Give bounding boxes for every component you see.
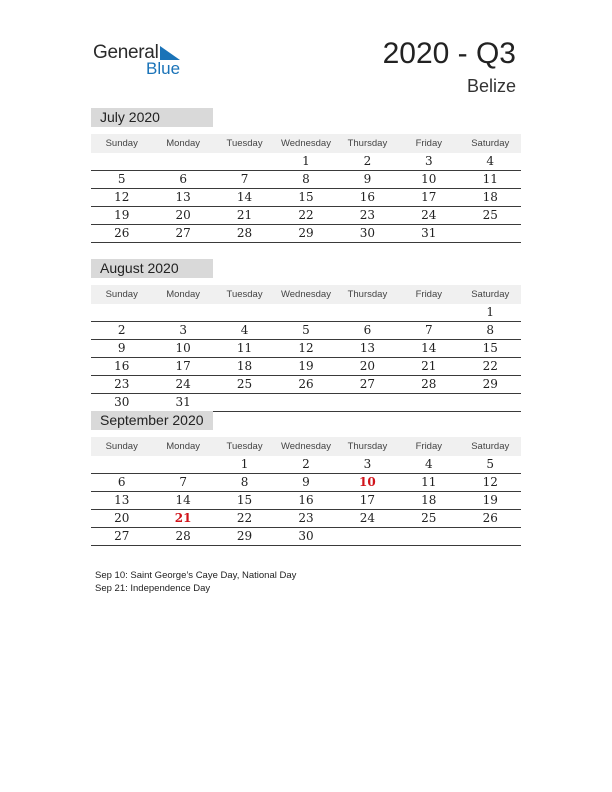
country-name: Belize [466, 76, 516, 96]
day-cell [337, 528, 398, 545]
day-cell [337, 304, 398, 321]
weekday-label: Saturday [471, 138, 510, 149]
day-cell: 26 [298, 377, 314, 391]
weekday-label: Saturday [471, 441, 510, 452]
day-cell: 19 [114, 208, 130, 222]
holiday-note: Sep 21: Independence Day [95, 583, 211, 594]
day-cell: 11 [236, 341, 253, 355]
day-cell: 25 [482, 208, 498, 222]
logo-text-blue: Blue [146, 59, 181, 78]
weekday-header-row [91, 134, 521, 153]
day-cell: 12 [114, 190, 130, 204]
week-row [91, 394, 521, 412]
day-cell: 15 [298, 190, 314, 204]
weekday-label: Thursday [347, 138, 388, 149]
day-cell: 14 [236, 190, 253, 204]
day-cell: 30 [298, 529, 314, 543]
day-cell: 20 [175, 208, 191, 222]
day-cell [214, 394, 275, 411]
weekday-label: Sunday [105, 441, 138, 452]
week-row [91, 528, 521, 546]
day-cell: 12 [482, 475, 498, 489]
day-cell: 17 [421, 190, 437, 204]
week-row [91, 171, 521, 189]
day-cell: 23 [359, 208, 376, 222]
day-cell: 15 [236, 493, 253, 507]
weekday-label: Tuesday [226, 441, 263, 452]
day-cell: 4 [240, 323, 249, 337]
day-cell [91, 456, 152, 473]
day-cell: 10 [175, 341, 191, 355]
day-cell: 17 [175, 359, 191, 373]
day-cell: 10 [421, 172, 437, 186]
day-cell: 29 [236, 529, 253, 543]
day-cell: 6 [363, 323, 372, 337]
week-row [91, 456, 521, 474]
weekday-label: Friday [415, 138, 443, 149]
day-cell: 13 [175, 190, 191, 204]
day-cell: 2 [363, 154, 372, 168]
weekday-label: Thursday [347, 289, 388, 300]
day-cell: 5 [486, 457, 495, 471]
weekday-label: Monday [166, 289, 201, 300]
holiday-note: Sep 10: Saint George’s Caye Day, National Day [95, 570, 297, 581]
day-cell: 19 [298, 359, 314, 373]
day-cell: 22 [298, 208, 314, 222]
weekday-label: Thursday [347, 441, 388, 452]
day-cell: 16 [359, 190, 376, 204]
day-cell: 27 [114, 529, 130, 543]
logo-text-general: General [93, 42, 159, 63]
day-cell: 17 [359, 493, 376, 507]
day-cell: 28 [236, 226, 253, 240]
day-cell: 16 [114, 359, 130, 373]
day-cell [214, 153, 275, 170]
logo-triangle-icon [160, 46, 180, 60]
week-row [91, 492, 521, 510]
weekday-label: Sunday [105, 289, 138, 300]
day-cell: 5 [302, 323, 310, 337]
day-cell: 2 [117, 323, 126, 337]
day-cell: 2 [302, 457, 310, 471]
day-cell: 22 [482, 359, 498, 373]
day-cell: 9 [117, 341, 126, 355]
holiday-notes [95, 569, 296, 595]
day-cell: 21 [174, 511, 192, 525]
day-cell [152, 304, 213, 321]
generalblue-logo [93, 42, 193, 78]
weekday-label: Tuesday [226, 138, 263, 149]
day-cell: 1 [486, 305, 495, 319]
week-row [91, 225, 521, 243]
day-cell: 26 [482, 511, 498, 525]
week-row [91, 510, 521, 528]
day-cell: 18 [236, 359, 253, 373]
day-cell: 9 [302, 475, 310, 489]
day-cell: 26 [114, 226, 130, 240]
day-cell: 24 [175, 377, 191, 391]
day-cell: 1 [240, 457, 249, 471]
day-cell: 30 [359, 226, 376, 240]
day-cell: 28 [175, 529, 191, 543]
day-cell: 25 [421, 511, 437, 525]
weekday-label: Friday [415, 289, 443, 300]
day-cell: 3 [363, 457, 372, 471]
day-cell: 7 [179, 475, 187, 489]
weekday-label: Monday [166, 441, 201, 452]
day-cell: 6 [117, 475, 126, 489]
day-cell: 21 [236, 208, 253, 222]
day-cell: 11 [421, 475, 437, 489]
month-name: July 2020 [91, 108, 213, 127]
weekday-label: Friday [415, 441, 443, 452]
month-calendar-september [91, 411, 521, 546]
day-cell: 20 [359, 359, 376, 373]
weekday-label: Tuesday [226, 289, 263, 300]
day-cell: 27 [175, 226, 191, 240]
day-cell: 22 [236, 511, 253, 525]
day-cell: 25 [236, 377, 253, 391]
day-cell: 31 [175, 395, 191, 409]
day-cell: 4 [486, 154, 495, 168]
day-cell: 3 [425, 154, 433, 168]
weekday-label: Monday [166, 138, 201, 149]
week-row [91, 322, 521, 340]
day-cell: 13 [114, 493, 130, 507]
day-cell: 19 [482, 493, 498, 507]
day-cell: 28 [421, 377, 437, 391]
day-cell: 27 [359, 377, 376, 391]
day-cell [91, 153, 152, 170]
day-cell: 5 [117, 172, 126, 186]
day-cell: 8 [486, 323, 495, 337]
day-cell: 15 [482, 341, 498, 355]
day-cell: 7 [240, 172, 249, 186]
day-cell: 29 [482, 377, 498, 391]
week-row [91, 358, 521, 376]
day-cell [152, 153, 213, 170]
day-cell: 12 [298, 341, 314, 355]
day-cell: 20 [114, 511, 130, 525]
day-cell: 10 [359, 475, 376, 489]
day-cell: 6 [179, 172, 187, 186]
page-title: 2020 - Q3 [382, 37, 516, 70]
week-row [91, 304, 521, 322]
day-cell: 18 [421, 493, 437, 507]
day-cell: 7 [425, 323, 433, 337]
day-cell: 16 [298, 493, 314, 507]
week-row [91, 189, 521, 207]
day-cell: 24 [421, 208, 437, 222]
day-cell [275, 394, 336, 411]
weekday-label: Wednesday [280, 441, 331, 452]
weekday-label: Wednesday [280, 289, 331, 300]
day-cell: 29 [298, 226, 314, 240]
day-cell: 23 [298, 511, 314, 525]
day-cell [152, 456, 213, 473]
day-cell: 8 [302, 172, 310, 186]
day-cell [460, 394, 521, 411]
day-cell: 1 [302, 154, 310, 168]
week-row [91, 376, 521, 394]
day-cell: 23 [114, 377, 130, 391]
day-cell: 18 [482, 190, 498, 204]
weekday-label: Sunday [105, 138, 138, 149]
day-cell: 3 [179, 323, 187, 337]
day-cell [460, 528, 521, 545]
day-cell [398, 304, 459, 321]
month-name: September 2020 [91, 411, 213, 430]
day-cell [91, 304, 152, 321]
day-cell [337, 394, 398, 411]
month-calendar-july [91, 108, 521, 243]
day-cell: 14 [175, 493, 191, 507]
day-cell: 4 [425, 457, 433, 471]
day-cell: 11 [482, 172, 498, 186]
day-cell: 30 [114, 395, 130, 409]
day-cell: 24 [359, 511, 376, 525]
day-cell [460, 225, 521, 242]
weekday-label: Wednesday [280, 138, 331, 149]
day-cell [214, 304, 275, 321]
day-cell: 14 [421, 341, 437, 355]
month-calendar-august [91, 259, 521, 412]
day-cell: 9 [363, 172, 372, 186]
week-row [91, 474, 521, 492]
month-name: August 2020 [91, 259, 213, 278]
day-cell [398, 528, 459, 545]
weekday-label: Saturday [471, 289, 510, 300]
week-row [91, 153, 521, 171]
week-row [91, 207, 521, 225]
day-cell: 8 [240, 475, 249, 489]
day-cell: 21 [421, 359, 437, 373]
weekday-header-row [91, 437, 521, 456]
day-cell [398, 394, 459, 411]
day-cell: 13 [359, 341, 376, 355]
weekday-header-row [91, 285, 521, 304]
day-cell: 31 [421, 226, 437, 240]
day-cell [275, 304, 336, 321]
week-row [91, 340, 521, 358]
